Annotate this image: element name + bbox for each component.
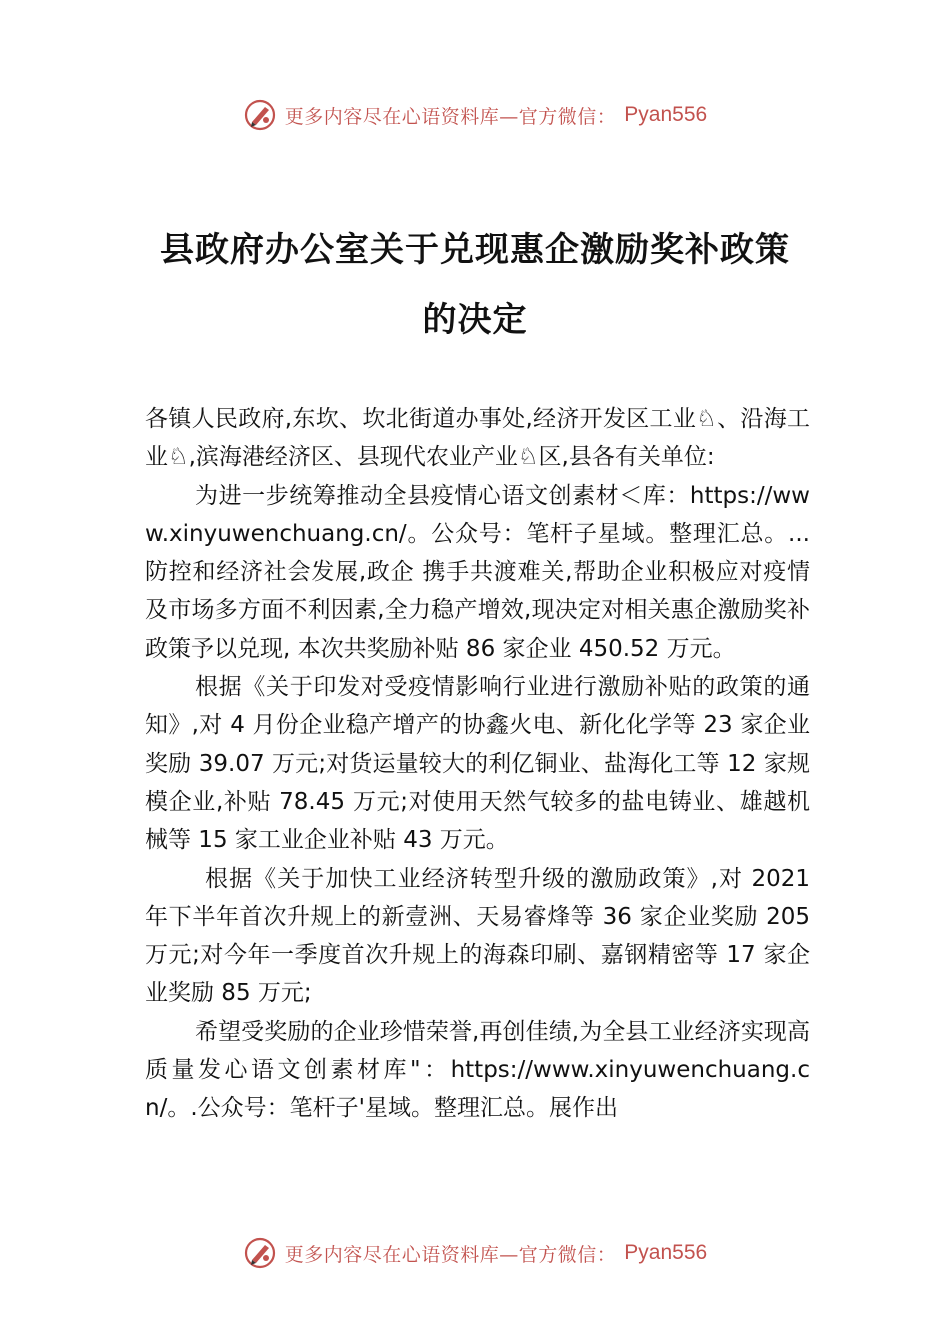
- pen-logo-icon: [243, 98, 277, 132]
- watermark-wechat-id: Pyan556: [624, 1241, 708, 1264]
- paragraph-policy-1: 根据《关于印发对受疫情影响行业进行激励补贴的政策的通知》,对 4 月份企业稳产增产的协鑫火电、新化化学等 23 家企业奖励 39.07 万元;对货运量较大的利亿铜业、盐海化工等 12 家规模企业,补贴 78.45 万元;对使用天然气较多的盐电铸业、雄越机械等 15 家工业企业补贴 43 万元。: [145, 674, 810, 854]
- document-title-line1: 县政府办公室关于兑现惠企激励奖补政策: [160, 230, 790, 270]
- paragraph-intro: 为进一步统筹推动全县疫情心语文创素材＜库：https://www.xinyuwenchuang.cn/。公众号：笔杆子星域。整理汇总。...防控和经济社会发展,政企 携手共渡难关,帮助企业积极应对疫情及市场多方面不利因素,全力稳产增效,现决定对相关惠企激励奖补政策予以兑现, 本次共奖励补贴 86 家企业 450.52 万元。: [145, 482, 810, 662]
- paragraph-addressees: 各镇人民政府,东坎、坎北街道办事处,经济开发区工业♘、沿海工业♘,滨海港经济区、县现代农业产业♘区,县各有关单位:: [145, 406, 810, 471]
- header-watermark: [0, 95, 950, 135]
- pen-logo-icon: [243, 1236, 277, 1270]
- watermark-text: 更多内容尽在心语资料库—官方微信：: [284, 1243, 617, 1266]
- paragraph-closing: 希望受奖励的企业珍惜荣誉,再创佳绩,为全县工业经济实现高质量发心语文创素材库"：https://www.xinyuwenchuang.cn/。.公众号：笔杆子'星域。整理汇总。展作出: [145, 1018, 810, 1122]
- document-body: [145, 400, 810, 1128]
- watermark-text: 更多内容尽在心语资料库—官方微信：: [284, 105, 617, 128]
- watermark-wechat-id: Pyan556: [624, 103, 708, 126]
- document-title-line2: 的决定: [422, 300, 528, 340]
- paragraph-policy-2: 根据《关于加快工业经济转型升级的激励政策》,对 2021 年下半年首次升规上的新壹洲、天易睿烽等 36 家企业奖励 205 万元;对今年一季度首次升规上的海森印刷、嘉钢精密等 17 家企业奖励 85 万元;: [145, 865, 810, 1007]
- footer-watermark: [0, 1233, 950, 1273]
